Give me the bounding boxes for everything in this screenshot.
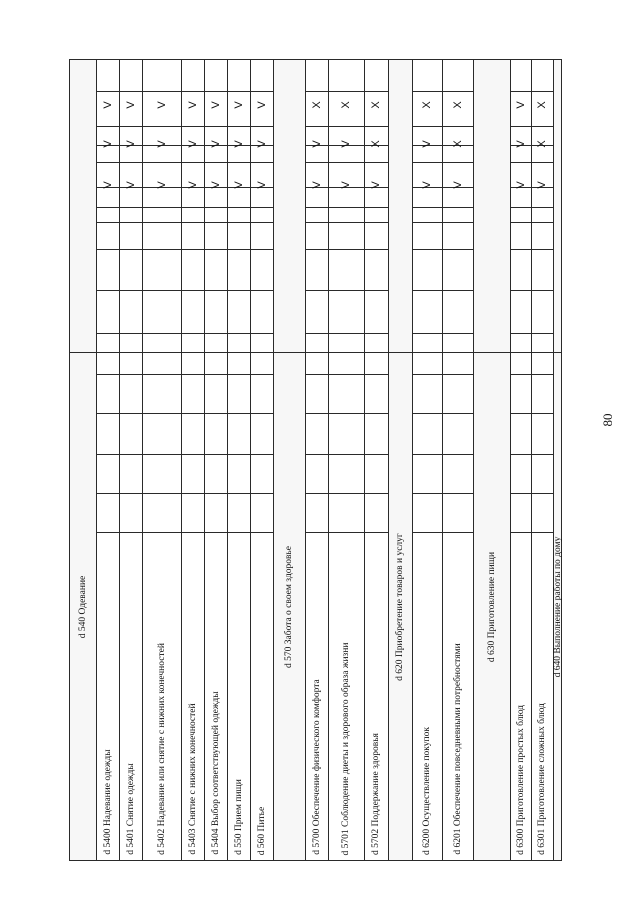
- v-mark: V: [186, 180, 199, 189]
- item-label: d 5702 Поддержание здоровья: [371, 733, 381, 855]
- grid-column-line: [328, 532, 364, 533]
- grid-column-line: [305, 333, 328, 334]
- grid-column-line: [204, 532, 227, 533]
- grid-column-line: [227, 290, 250, 291]
- grid-column-line: [305, 91, 328, 92]
- grid-column-line: [227, 532, 250, 533]
- grid-column-line: [96, 91, 119, 92]
- row-divider-line: [204, 59, 205, 861]
- grid-column-line: [142, 91, 181, 92]
- x-mark: X: [370, 100, 382, 109]
- grid-column-line: [442, 222, 473, 223]
- item-label: d 5402 Надевание или снятие с нижних конечностей: [156, 643, 167, 855]
- section-label: d 620 Приобретение товаров и услуг: [395, 532, 405, 681]
- item-label: d 560 Питье: [256, 806, 267, 855]
- grid-column-line: [119, 91, 142, 92]
- v-mark: V: [451, 180, 464, 189]
- section-label: d 630 Приготовление пищи: [486, 551, 497, 662]
- v-mark: V: [101, 180, 114, 189]
- v-mark: V: [232, 180, 245, 189]
- grid-column-line: [96, 162, 119, 163]
- grid-column-line: [442, 207, 473, 208]
- grid-column-line: [531, 532, 553, 533]
- row-divider-line: [96, 59, 97, 861]
- grid-column-line: [442, 162, 473, 163]
- grid-column-line: [442, 333, 473, 334]
- grid-column-line: [305, 493, 328, 494]
- grid-column-line: [412, 207, 442, 208]
- grid-column-line: [328, 207, 364, 208]
- grid-column-line: [531, 222, 553, 223]
- x-mark: X: [310, 100, 323, 109]
- grid-column-line: [305, 222, 328, 223]
- v-mark: V: [186, 140, 199, 148]
- grid-column-line: [181, 249, 204, 250]
- grid-column-line: [119, 374, 142, 375]
- grid-column-line: [142, 413, 181, 414]
- grid-column-line: [510, 413, 531, 414]
- row-divider-line: [227, 59, 228, 861]
- grid-column-line: [328, 162, 364, 163]
- row-divider-line: [250, 59, 251, 861]
- grid-column-line: [510, 126, 531, 127]
- grid-column-line: [142, 249, 181, 250]
- grid-column-line: [510, 162, 531, 163]
- grid-column-line: [227, 126, 250, 127]
- grid-column-line: [250, 290, 273, 291]
- table-border-bottom: [69, 860, 562, 861]
- table-border-top: [69, 59, 562, 60]
- section-label: d 540 Одевание: [77, 575, 88, 638]
- grid-column-line: [96, 333, 119, 334]
- grid-column-line: [531, 207, 553, 208]
- grid-column-line: [204, 162, 227, 163]
- v-mark: V: [340, 140, 352, 148]
- v-mark: V: [536, 180, 548, 189]
- grid-column-line: [531, 290, 553, 291]
- grid-column-line: [119, 290, 142, 291]
- grid-column-line: [250, 413, 273, 414]
- x-mark: X: [536, 100, 548, 109]
- item-label: d 6200 Осуществление покупок: [422, 727, 432, 855]
- grid-column-line: [250, 333, 273, 334]
- grid-column-line: [250, 249, 273, 250]
- grid-column-line: [510, 454, 531, 455]
- grid-column-line: [227, 454, 250, 455]
- grid-column-line: [531, 493, 553, 494]
- x-mark: X: [451, 140, 464, 148]
- grid-column-line: [531, 126, 553, 127]
- grid-column-line: [364, 126, 388, 127]
- grid-column-line: [328, 222, 364, 223]
- grid-column-line: [442, 249, 473, 250]
- v-mark: V: [232, 100, 245, 109]
- grid-column-line: [442, 126, 473, 127]
- grid-column-line: [510, 249, 531, 250]
- grid-column-line: [412, 126, 442, 127]
- grid-column-line: [305, 290, 328, 291]
- grid-column-line: [204, 91, 227, 92]
- page-number: 80: [600, 413, 615, 427]
- v-mark: V: [155, 180, 168, 189]
- grid-column-line: [328, 454, 364, 455]
- row-divider-line: [561, 59, 562, 861]
- row-divider-line: [69, 59, 70, 861]
- row-divider-line: [142, 59, 143, 861]
- row-divider-line: [181, 59, 182, 861]
- grid-column-line: [181, 333, 204, 334]
- v-mark: V: [209, 180, 222, 189]
- row-divider-line: [553, 59, 554, 861]
- grid-column-line: [142, 532, 181, 533]
- grid-column-line: [328, 374, 364, 375]
- grid-column-line: [181, 454, 204, 455]
- grid-column-line: [181, 222, 204, 223]
- item-label: d 5401 Снятие одежды: [125, 763, 136, 855]
- v-mark: V: [209, 100, 222, 109]
- grid-column-line: [142, 222, 181, 223]
- v-mark: V: [421, 140, 433, 148]
- grid-column-line: [531, 162, 553, 163]
- grid-column-line: [364, 454, 388, 455]
- x-mark: X: [451, 100, 464, 109]
- v-mark: V: [370, 180, 382, 189]
- v-mark: V: [255, 100, 268, 109]
- grid-column-line: [531, 333, 553, 334]
- grid-column-line: [250, 374, 273, 375]
- section-row-background: [388, 59, 412, 861]
- grid-column-line: [412, 91, 442, 92]
- grid-column-line: [510, 333, 531, 334]
- grid-column-line: [412, 493, 442, 494]
- grid-column-line: [412, 333, 442, 334]
- row-divider-line: [412, 59, 413, 861]
- grid-column-line: [328, 413, 364, 414]
- v-mark: V: [155, 140, 168, 148]
- grid-column-line: [305, 454, 328, 455]
- grid-column-line: [142, 493, 181, 494]
- grid-column-line: [96, 454, 119, 455]
- v-mark: V: [514, 140, 527, 148]
- grid-column-line: [364, 162, 388, 163]
- grid-column-line: [204, 333, 227, 334]
- grid-column-line: [510, 493, 531, 494]
- grid-column-line: [328, 493, 364, 494]
- row-divider-line: [510, 59, 511, 861]
- grid-column-line: [119, 454, 142, 455]
- v-mark: V: [255, 180, 268, 189]
- section-label: d 640 Выполнение работы по дому: [552, 536, 563, 677]
- v-mark: V: [155, 100, 168, 109]
- grid-column-line: [442, 91, 473, 92]
- grid-column-line: [412, 374, 442, 375]
- v-mark: V: [421, 180, 433, 189]
- grid-column-line: [227, 333, 250, 334]
- row-divider-line: [305, 59, 306, 861]
- grid-column-line: [442, 374, 473, 375]
- v-mark: V: [255, 140, 268, 148]
- grid-column-line: [142, 290, 181, 291]
- section-row-background: [273, 59, 305, 861]
- v-mark: V: [310, 140, 323, 148]
- grid-column-line: [364, 333, 388, 334]
- grid-column-line: [412, 454, 442, 455]
- row-divider-line: [531, 59, 532, 861]
- grid-column-line: [510, 207, 531, 208]
- grid-column-line: [364, 249, 388, 250]
- v-mark: V: [232, 140, 245, 148]
- grid-column-line: [96, 413, 119, 414]
- grid-column-line: [531, 413, 553, 414]
- grid-column-line: [250, 222, 273, 223]
- grid-column-line: [305, 126, 328, 127]
- row-divider-line: [364, 59, 365, 861]
- grid-column-line: [442, 413, 473, 414]
- grid-column-line: [119, 333, 142, 334]
- grid-column-line: [142, 454, 181, 455]
- grid-column-line: [328, 91, 364, 92]
- grid-column-line: [204, 126, 227, 127]
- grid-column-line: [442, 493, 473, 494]
- grid-column-line: [412, 290, 442, 291]
- item-label: d 6301 Приготовление сложных блюд: [537, 703, 547, 855]
- grid-column-line: [328, 290, 364, 291]
- grid-column-line: [142, 207, 181, 208]
- grid-column-line: [412, 162, 442, 163]
- v-mark: V: [101, 100, 114, 109]
- item-label: d 6300 Приготовление простых блюд: [515, 705, 526, 855]
- grid-column-line: [142, 126, 181, 127]
- grid-column-line: [119, 222, 142, 223]
- grid-column-line: [250, 126, 273, 127]
- item-label: d 5404 Выбор соответствующей одежды: [210, 691, 221, 855]
- section-row-background: [69, 59, 96, 861]
- label-column-divider: [69, 352, 562, 353]
- grid-column-line: [119, 126, 142, 127]
- grid-column-line: [119, 413, 142, 414]
- grid-column-line: [250, 162, 273, 163]
- grid-column-line: [364, 374, 388, 375]
- grid-column-line: [96, 126, 119, 127]
- x-mark: X: [340, 100, 352, 109]
- grid-column-line: [119, 249, 142, 250]
- row-divider-line: [273, 59, 274, 861]
- v-mark: V: [101, 140, 114, 148]
- item-label: d 5700 Обеспечение физического комфорта: [311, 679, 322, 855]
- grid-column-line: [364, 532, 388, 533]
- row-divider-line: [442, 59, 443, 861]
- grid-column-line: [328, 126, 364, 127]
- item-label: d 5400 Надевание одежды: [102, 749, 113, 855]
- grid-column-line: [250, 532, 273, 533]
- section-row-background: [473, 59, 510, 861]
- grid-column-line: [305, 532, 328, 533]
- grid-column-line: [181, 374, 204, 375]
- x-mark: X: [370, 140, 382, 148]
- grid-column-line: [227, 207, 250, 208]
- grid-column-line: [412, 532, 442, 533]
- grid-column-line: [181, 290, 204, 291]
- v-mark: V: [124, 100, 137, 109]
- grid-column-line: [305, 162, 328, 163]
- grid-column-line: [181, 532, 204, 533]
- v-mark: V: [340, 180, 352, 189]
- item-label: d 6201 Обеспечение повседневными потребностями: [452, 643, 463, 855]
- grid-column-line: [328, 249, 364, 250]
- grid-column-line: [412, 413, 442, 414]
- grid-column-line: [531, 249, 553, 250]
- item-label: d 5403 Снятие с нижних конечностей: [187, 703, 198, 855]
- v-mark: V: [186, 100, 199, 109]
- grid-column-line: [96, 493, 119, 494]
- grid-column-line: [510, 374, 531, 375]
- grid-column-line: [181, 207, 204, 208]
- grid-column-line: [364, 493, 388, 494]
- row-divider-line: [328, 59, 329, 861]
- row-divider-line: [473, 59, 474, 861]
- grid-column-line: [227, 222, 250, 223]
- grid-column-line: [412, 249, 442, 250]
- grid-column-line: [227, 413, 250, 414]
- grid-column-line: [204, 493, 227, 494]
- grid-column-line: [510, 222, 531, 223]
- grid-column-line: [531, 374, 553, 375]
- section-label: d 570 Забота о своем здоровье: [284, 545, 294, 668]
- grid-column-line: [531, 454, 553, 455]
- grid-column-line: [510, 91, 531, 92]
- grid-column-line: [250, 493, 273, 494]
- grid-column-line: [204, 207, 227, 208]
- grid-column-line: [531, 91, 553, 92]
- grid-column-line: [510, 290, 531, 291]
- grid-column-line: [119, 207, 142, 208]
- grid-column-line: [142, 374, 181, 375]
- grid-column-line: [181, 91, 204, 92]
- grid-column-line: [96, 249, 119, 250]
- grid-column-line: [364, 413, 388, 414]
- grid-column-line: [442, 454, 473, 455]
- grid-column-line: [442, 532, 473, 533]
- grid-column-line: [142, 333, 181, 334]
- grid-column-line: [305, 413, 328, 414]
- grid-column-line: [250, 454, 273, 455]
- grid-column-line: [204, 454, 227, 455]
- grid-column-line: [305, 207, 328, 208]
- grid-column-line: [181, 493, 204, 494]
- grid-column-line: [227, 91, 250, 92]
- grid-column-line: [181, 126, 204, 127]
- grid-column-line: [364, 91, 388, 92]
- grid-column-line: [227, 162, 250, 163]
- grid-column-line: [181, 413, 204, 414]
- grid-column-line: [119, 493, 142, 494]
- v-mark: V: [209, 140, 222, 148]
- grid-column-line: [510, 532, 531, 533]
- grid-column-line: [204, 290, 227, 291]
- grid-column-line: [328, 333, 364, 334]
- grid-column-line: [96, 290, 119, 291]
- v-mark: V: [514, 100, 527, 109]
- grid-column-line: [96, 532, 119, 533]
- grid-column-line: [227, 374, 250, 375]
- grid-column-line: [250, 91, 273, 92]
- grid-column-line: [305, 249, 328, 250]
- rotated-assessment-table: [69, 59, 562, 861]
- v-mark: V: [514, 180, 527, 189]
- grid-column-line: [96, 222, 119, 223]
- grid-column-line: [227, 493, 250, 494]
- v-mark: V: [310, 180, 323, 189]
- grid-column-line: [181, 162, 204, 163]
- item-label: d 5701 Соблюдение диеты и здорового образа жизни: [341, 642, 351, 855]
- grid-column-line: [412, 222, 442, 223]
- grid-column-line: [442, 290, 473, 291]
- grid-column-line: [364, 222, 388, 223]
- grid-column-line: [204, 413, 227, 414]
- grid-column-line: [119, 162, 142, 163]
- grid-column-line: [250, 207, 273, 208]
- row-divider-line: [388, 59, 389, 861]
- v-mark: V: [124, 140, 137, 148]
- grid-column-line: [204, 249, 227, 250]
- grid-column-line: [96, 207, 119, 208]
- grid-column-line: [96, 374, 119, 375]
- item-label: d 550 Прием пищи: [233, 779, 244, 855]
- grid-column-line: [119, 532, 142, 533]
- grid-column-line: [204, 374, 227, 375]
- x-mark: X: [421, 100, 433, 109]
- grid-column-line: [227, 249, 250, 250]
- grid-column-line: [142, 162, 181, 163]
- x-mark: X: [536, 140, 548, 148]
- v-mark: V: [124, 180, 137, 189]
- row-divider-line: [119, 59, 120, 861]
- grid-column-line: [204, 222, 227, 223]
- grid-column-line: [305, 374, 328, 375]
- grid-column-line: [364, 290, 388, 291]
- grid-column-line: [364, 207, 388, 208]
